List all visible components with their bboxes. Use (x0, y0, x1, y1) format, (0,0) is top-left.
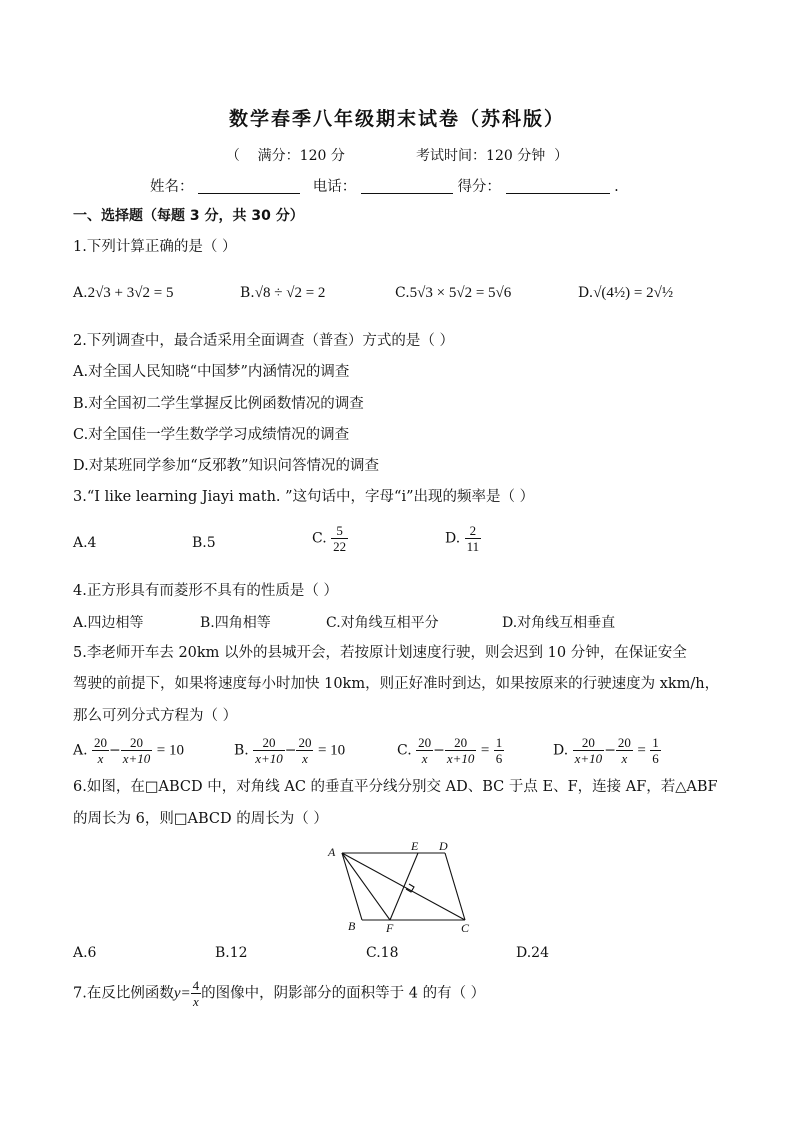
label-B: B (348, 919, 356, 933)
question-2-stem: 2.下列调查中，最合适采用全面调查（普查）方式的是（ ） (73, 333, 454, 349)
option-label: A. (73, 285, 88, 301)
denominator: x (421, 751, 428, 766)
option-label: B. (240, 285, 255, 301)
option-label: C. (312, 530, 327, 547)
q5-option-c[interactable] (397, 735, 504, 766)
q1-option-c[interactable] (395, 285, 511, 302)
q7-stem-post: 的图像中，阴影部分的面积等于 4 的有（ ） (201, 985, 486, 1002)
q1-option-a[interactable] (73, 285, 173, 302)
option-label: D. (553, 742, 569, 759)
q6-option-d[interactable]: D.24 (516, 945, 549, 961)
q7-stem-pre: 7.在反比例函数 (73, 985, 174, 1002)
equals-sign: = (480, 742, 490, 759)
q7-y-equals: y= (173, 985, 191, 1002)
minus-sign: − (433, 742, 445, 759)
numerator: 1 (652, 735, 659, 750)
q2-option-b[interactable]: B.对全国初二学生掌握反比例函数情况的调查 (73, 396, 364, 412)
denominator: x (621, 751, 628, 766)
segment-AF (342, 853, 390, 920)
q1-a-math: 2√3 + 3√2 = 5 (87, 285, 174, 301)
q2-option-c[interactable]: C.对全国佳一学生数学学习成绩情况的调查 (73, 427, 350, 443)
fraction (253, 735, 285, 766)
q5-option-b[interactable] (234, 735, 345, 766)
equals-sign: = (637, 742, 646, 759)
student-info-row (150, 175, 619, 196)
phone-field[interactable] (361, 177, 453, 194)
name-label: 姓名： (150, 179, 194, 195)
option-label: D. (445, 530, 461, 547)
q5-option-d[interactable] (553, 735, 661, 766)
numerator: 20 (94, 735, 108, 750)
exam-meta: （ 满分：120 分 考试时间：120 分钟 ） (225, 148, 569, 164)
fraction (445, 735, 477, 766)
denominator: 6 (495, 751, 503, 766)
q4-option-b[interactable]: B.四角相等 (200, 615, 271, 631)
option-label: D. (578, 285, 594, 301)
edge-DC (445, 853, 465, 920)
numerator: 20 (445, 735, 477, 751)
section-title: 一、选择题（每题 3 分，共 30 分） (73, 208, 304, 224)
option-label: A. (73, 742, 88, 759)
question-6-line-2: 的周长为 6，则□ABCD 的周长为（ ） (73, 811, 328, 827)
denominator: x (302, 751, 308, 766)
denominator: 22 (333, 539, 347, 554)
denominator: x (192, 994, 199, 1009)
q6-option-b[interactable]: B.12 (215, 945, 248, 961)
numerator: 20 (418, 735, 432, 750)
label-D: D (439, 839, 448, 853)
q3-d-fraction (465, 523, 482, 554)
q6-option-c[interactable]: C.18 (366, 945, 399, 961)
fraction (650, 735, 661, 766)
score-field[interactable] (506, 177, 610, 194)
denominator: x+10 (446, 751, 475, 766)
equals-ten: = 10 (317, 742, 346, 759)
q2-option-a[interactable]: A.对全国人民知晓“中国梦”内涵情况的调查 (73, 364, 350, 380)
fraction (616, 735, 633, 766)
name-field[interactable] (198, 177, 300, 194)
q3-option-b[interactable]: B.5 (192, 535, 216, 551)
q3-c-fraction (331, 523, 348, 554)
numerator: 20 (617, 735, 631, 750)
question-4-stem: 4.正方形具有而菱形不具有的性质是（ ） (73, 583, 338, 599)
denominator: x+10 (255, 751, 283, 766)
q7-fraction (191, 978, 202, 1009)
q3-option-a[interactable]: A.4 (73, 535, 97, 551)
fraction (416, 735, 433, 766)
fraction (296, 735, 313, 766)
numerator: 20 (121, 735, 153, 751)
fraction (121, 735, 153, 766)
end-dot: . (614, 179, 619, 195)
denominator: x (97, 751, 104, 766)
minus-sign: − (109, 742, 121, 759)
score-label: 得分： (457, 179, 501, 195)
numerator: 5 (331, 523, 348, 539)
page-title: 数学春季八年级期末试卷（苏科版） (228, 108, 565, 130)
fraction (92, 735, 109, 766)
equals-ten: = 10 (156, 742, 184, 759)
numerator: 1 (495, 735, 503, 750)
q1-b-math: √8 ÷ √2 = 2 (254, 285, 326, 301)
label-A: A (328, 845, 336, 859)
phone-label: 电话： (312, 179, 357, 195)
q5-option-a[interactable] (73, 735, 184, 766)
minus-sign: − (604, 742, 616, 759)
option-label: C. (395, 285, 410, 301)
minus-sign: − (284, 742, 297, 759)
q1-option-b[interactable] (240, 285, 325, 302)
q4-option-a[interactable]: A.四边相等 (73, 615, 144, 631)
denominator: 6 (652, 751, 659, 766)
question-7-stem (73, 978, 485, 1009)
label-E: E (411, 839, 419, 853)
denominator: 11 (466, 539, 480, 554)
q4-option-d[interactable]: D.对角线互相垂直 (502, 615, 616, 631)
q1-c-math: 5√3 × 5√2 = 5√6 (409, 285, 512, 301)
question-3-stem: 3.“I like learning Jiayi math. ”这句话中，字母“i”出现的频率是（ ） (73, 489, 535, 505)
numerator: 4 (192, 978, 200, 993)
edge-BA (342, 853, 362, 920)
numerator: 20 (573, 735, 605, 751)
fraction (573, 735, 605, 766)
option-label: B. (234, 742, 249, 759)
question-5-line-3: 那么可列分式方程为（ ） (73, 708, 238, 724)
numerator: 2 (465, 523, 482, 539)
q2-option-d[interactable]: D.对某班同学参加“反邪教”知识问答情况的调查 (73, 458, 380, 474)
q3-option-c[interactable] (312, 523, 348, 554)
q6-option-a[interactable]: A.6 (73, 945, 97, 961)
question-1-stem: 1.下列计算正确的是（ ） (73, 239, 237, 255)
fraction (494, 735, 505, 766)
parallelogram-figure (325, 838, 475, 938)
label-F: F (386, 921, 394, 935)
question-6-line-1: 6.如图，在□ABCD 中，对角线 AC 的垂直平分线分别交 AD、BC 于点 E、F，连接 AF，若△ABF (73, 779, 718, 795)
question-5-line-2: 驾驶的前提下，如果将速度每小时加快 10km，则正好准时到达，如果按原来的行驶速度为 xkm/h， (73, 676, 720, 692)
q1-d-math: √(4½) = 2√½ (593, 285, 674, 301)
question-5-line-1: 5.李老师开车去 20km 以外的县城开会，若按原计划速度行驶，则会迟到 10 分钟，在保证安全 (73, 645, 687, 661)
denominator: x+10 (122, 751, 151, 766)
q3-option-d[interactable] (445, 523, 481, 554)
numerator: 20 (298, 735, 312, 750)
option-label: C. (397, 742, 412, 759)
denominator: x+10 (574, 751, 603, 766)
label-C: C (461, 921, 470, 935)
q4-option-c[interactable]: C.对角线互相平分 (326, 615, 439, 631)
q1-option-d[interactable] (578, 285, 673, 302)
numerator: 20 (253, 735, 285, 751)
